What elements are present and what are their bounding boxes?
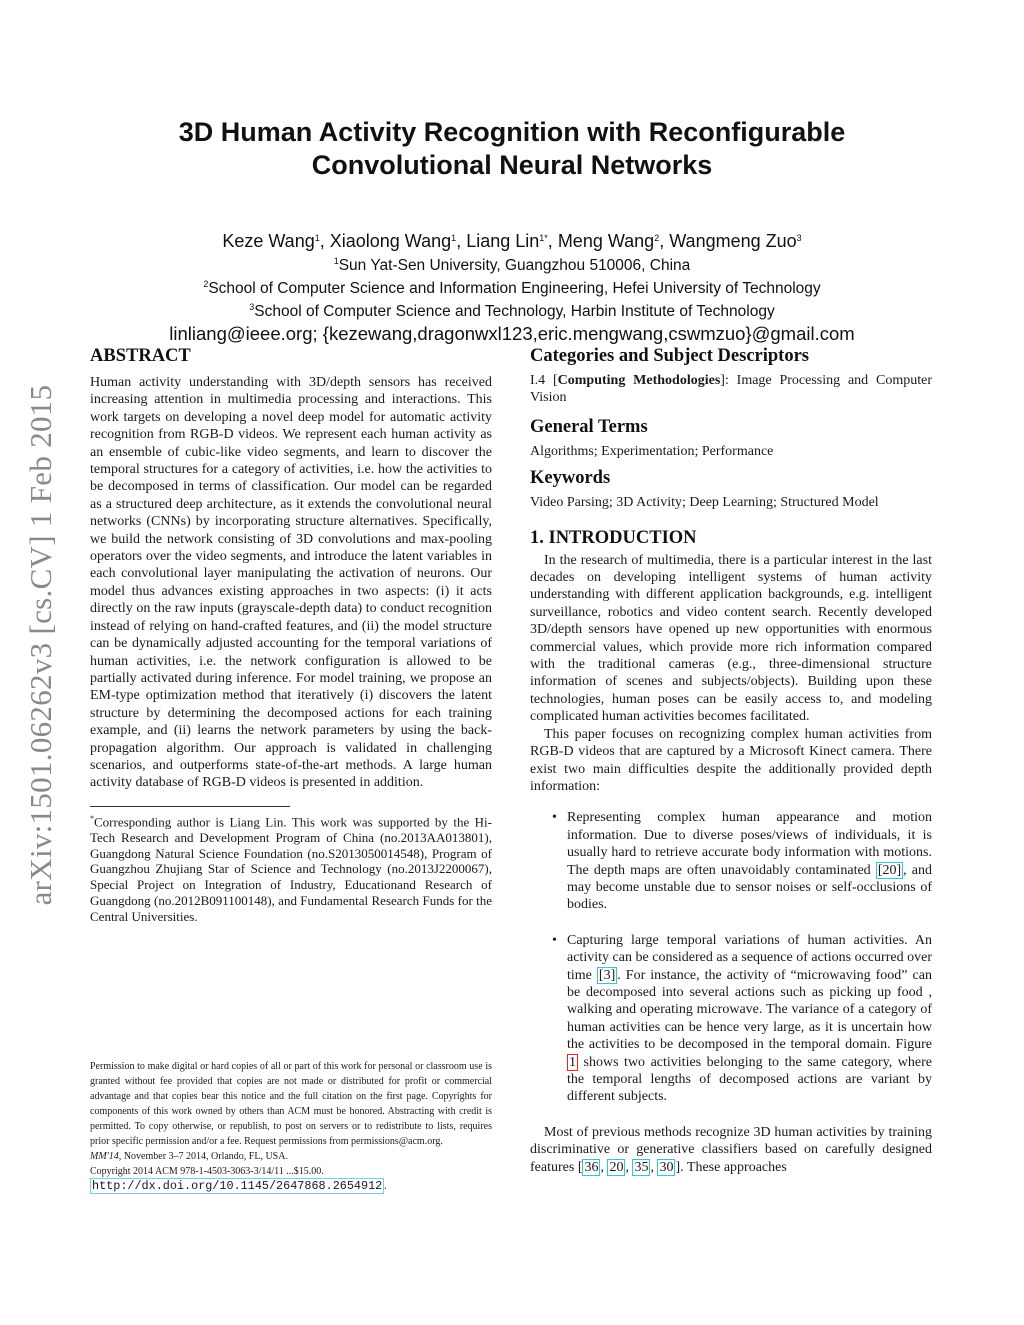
footnote-rule <box>90 806 290 807</box>
author-2: Xiaolong Wang <box>329 231 452 251</box>
arxiv-stamp-text: arXiv:1501.06262v3 [cs.CV] 1 Feb 2015 <box>23 384 58 906</box>
general-terms-text: Algorithms; Experimentation; Performance <box>530 443 774 459</box>
bullet-icon: • <box>552 810 557 826</box>
permission-block <box>90 1059 492 1194</box>
bullet-icon: • <box>552 932 557 948</box>
intro-paragraph-2: This paper focuses on recognizing complex human activities from RGB-D videos that are captured by a Microsoft Kinect camera. There exist two main difficulties despite the additionally provided depth information: <box>530 726 932 794</box>
paper-title <box>0 116 1024 182</box>
footnote: *Corresponding author is Liang Lin. This work was supported by the Hi-Tech Research and Development Program of China (no.2013AA013801), Guangdong Natural Science Foundation (no.S2013050014548), Program of Guangzhou Zhujiang Star of Science and Technology (no.2013J2200067), Special Project on Integration of Industry, Educationand Research of Guangdong (no.2012B091100148), and Fundamental Research Funds for the Central Universities. <box>90 813 492 924</box>
citation-link[interactable]: 30 <box>659 1159 674 1175</box>
right-column <box>530 344 932 1176</box>
intro-paragraph-3: Most of previous methods recognize 3D human activities by training discriminative or generative classifiers based on carefully designed features [ 36 , 20 , 35 , 30 ]. These approaches <box>530 1124 932 1175</box>
difficulties-list <box>530 809 932 1106</box>
citation-link[interactable]: [3] <box>598 967 616 983</box>
list-item: • Capturing large temporal variations of human activities. An activity can be considered as a sequence of actions occurred over time [3] . For instance, the activity of “microwaving food” can be decomposed into several actions such as picking up food , walking and operating microwave. The variance of a category of human activities can be hence very large, as it is uncertain how the activities to be decomposed in the temporal domain. Figure 1 shows two activities belonging to the same category, where the temporal lengths of decomposed actions are variant by different subjects. <box>552 932 932 1105</box>
author-1: Keze Wang <box>222 231 315 251</box>
categories-text: I.4 [Computing Methodologies]: Image Processing and Computer Vision <box>530 373 932 406</box>
author-3: Liang Lin <box>466 231 540 251</box>
citation-link[interactable]: 36 <box>584 1159 599 1175</box>
author-emails: linliang@ieee.org; {kezewang,dragonwxl123,eric.mengwang,cswmzuo}@gmail.com <box>169 323 855 344</box>
copyright-line: Copyright 2014 ACM 978-1-4503-3063-3/14/11 ...$15.00. <box>90 1166 324 1177</box>
permission-text: Permission to make digital or hard copies of all or part of this work for personal or classroom use is granted without fee provided that copies are not made or distributed for profit or commercial advantage and that copies bear this notice and the full citation on the first page. Copyrights for components of this work owned by others than ACM must be honored. Abstracting with credit is permitted. To copy otherwise, or republish, to post on servers or to redistribute to lists, requires prior specific permission and/or a fee. Request permissions from permissions@acm.org. <box>90 1061 492 1147</box>
title-line-1: 3D Human Activity Recognition with Reconfigurable <box>178 117 846 147</box>
abstract-text: Human activity understanding with 3D/depth sensors has received increasing attention in multimedia processing and interactions. This work targets on developing a novel deep model for automatic activity recognition from RGB-D videos. We represent each human activity as an ensemble of cubic-like video segments, and learn to discover the temporal structures for a category of activities, i.e. how the activities to be decomposed in terms of classification. Our model can be regarded as a structured deep architecture, as it extends the convolutional neural networks (CNNs) by incorporating structure alternatives. Specifically, we build the network consisting of 3D convolutions and max-pooling operators over the video segments, and introduce the latent variables in each convolutional layer manipulating the activation of neurons. Our model thus advances existing approaches in two aspects: (i) it acts directly on the raw inputs (grayscale-depth data) to conduct recognition instead of relying on hand-crafted features, and (ii) the model structure can be dynamically adjusted accounting for the temporal variations of human activities, i.e. the network configuration is allowed to be partially activated during inference. For model training, we propose an EM-type optimization method that iteratively (i) discovers the latent structure by determining the decomposed actions for each training example, and (ii) learns the network parameters by using the back-propagation algorithm. Our approach is validated in challenging scenarios, and outperforms state-of-the-art methods. A large human activity database of RGB-D videos is presented in addition. <box>90 375 492 791</box>
title-line-2: Convolutional Neural Networks <box>311 150 713 180</box>
list-item: • Representing complex human appearance and motion information. Due to diverse poses/views of individuals, it is usually hard to retrieve accurate body information with motions. The depth maps are often unavoidably contaminated [20] , and may become unstable due to sensor noises or self-occlusions of bodies. <box>552 810 933 913</box>
keywords-text: Video Parsing; 3D Activity; Deep Learning; Structured Model <box>530 495 879 511</box>
author-5: Wangmeng Zuo <box>669 231 797 251</box>
figure-link[interactable]: 1 <box>569 1054 576 1070</box>
doi-link[interactable]: http://dx.doi.org/10.1145/2647868.2654912 <box>92 1179 383 1193</box>
doi-line: http://dx.doi.org/10.1145/2647868.2654912 . <box>92 1179 387 1193</box>
intro-paragraph-1: In the research of multimedia, there is a particular interest in the last decades on developing intelligent systems of human activity understanding with different application backgrounds, e.g. intelligent surveillance, robotics and video content search. Recently developed 3D/depth sensors have opened up new opportunities with enormous commercial values, which provide more rich information compared with the traditional cameras (e.g., three-dimensional structure information of scenes and subjects/objects). Building upon these technologies, human poses can be easily access to, and modeling complicated human activities becomes facilitated. <box>530 552 932 725</box>
author-names: Keze Wang$^1$, Xiaolong Wang$^1$, Liang Lin$^{1*}$, Meng Wang$^2$, Wangmeng Zuo$^3$ <box>222 231 802 251</box>
citation-link[interactable]: [20] <box>877 862 902 878</box>
abstract-heading: ABSTRACT <box>90 346 191 366</box>
citation-link[interactable]: 20 <box>609 1159 624 1175</box>
affiliation-3: $^3$School of Computer Science and Technology, Harbin Institute of Technology <box>249 302 775 320</box>
citation-link[interactable]: 35 <box>634 1159 649 1175</box>
affiliation-2: $^2$School of Computer Science and Information Engineering, Hefei University of Technology <box>203 279 821 297</box>
keywords-heading: Keywords <box>530 468 611 489</box>
left-column <box>90 344 492 925</box>
introduction-heading: 1. INTRODUCTION <box>530 527 697 548</box>
affiliation-1: $^1$Sun Yat-Sen University, Guangzhou 510006, China <box>333 256 691 274</box>
categories-heading: Categories and Subject Descriptors <box>530 346 809 366</box>
author-4: Meng Wang <box>557 231 655 251</box>
conference-line: MM'14, November 3–7 2014, Orlando, FL, USA. <box>90 1151 288 1162</box>
general-terms-heading: General Terms <box>530 416 648 437</box>
author-block <box>0 227 1024 347</box>
